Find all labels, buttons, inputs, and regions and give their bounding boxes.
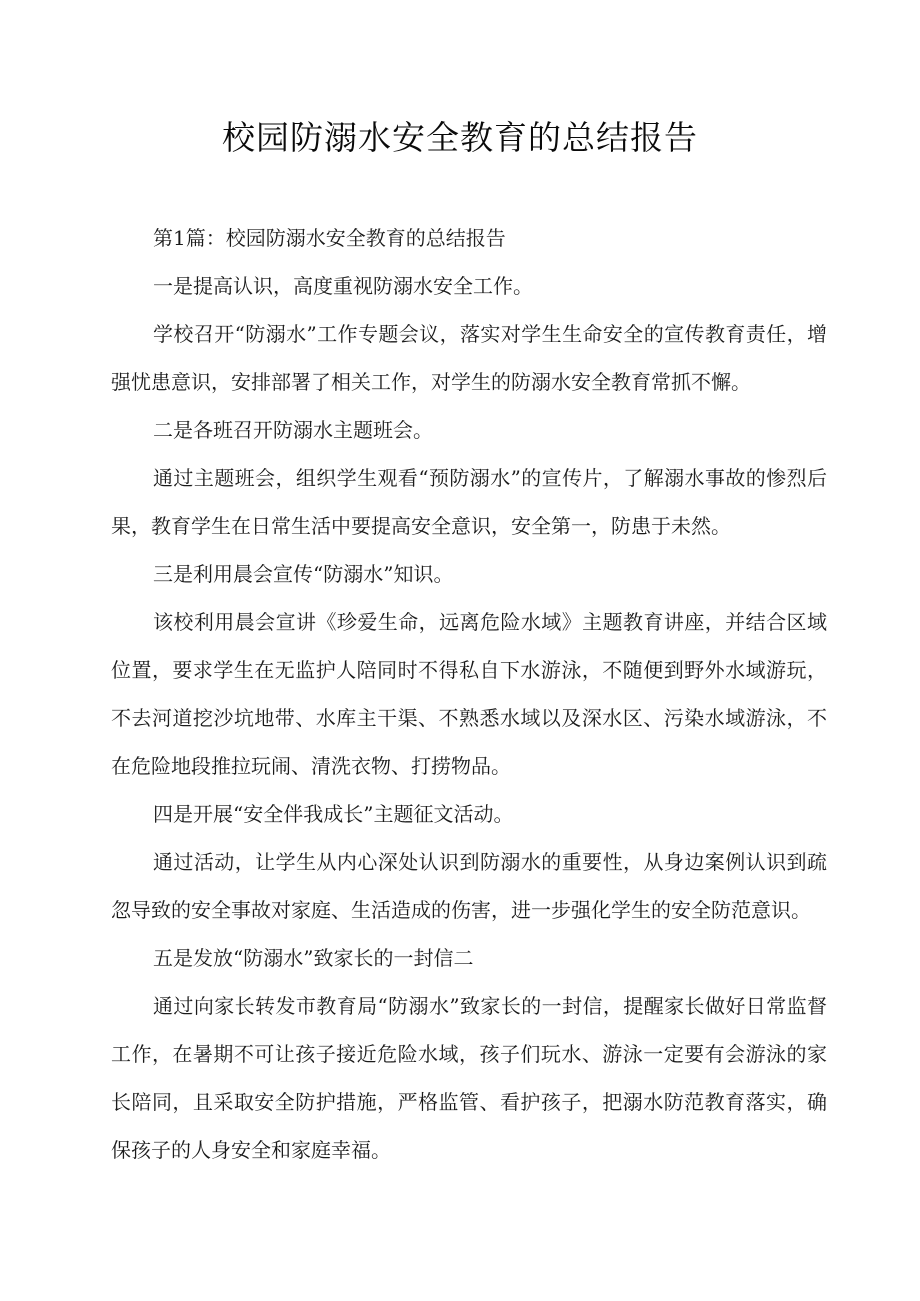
paragraph-3: 该校利用晨会宣讲《珍爱生命，远离危险水域》主题教育讲座，并结合区域位置，要求学生在无监护人陪同时不得私自下水游泳，不随便到野外水域游玩，不去河道挖沙坑地带、水库主干渠、不熟悉水域以及深水区、污染水域游泳，不在危险地段推拉玩闹、清洗衣物、打捞物品。	[111, 610, 827, 778]
chapter-heading: 第1篇：校园防溺水安全教育的总结报告	[153, 226, 506, 250]
section-heading-1: 一是提高认识，高度重视防溺水安全工作。	[153, 274, 533, 298]
paragraph-2: 通过主题班会，组织学生观看“预防溺水”的宣传片，了解溺水事故的惨烈后果，教育学生在日常生活中要提高安全意识，安全第一，防患于未然。	[111, 466, 827, 538]
paragraph-1: 学校召开“防溺水”工作专题会议，落实对学生生命安全的宣传教育责任，增强忧患意识，安排部署了相关工作，对学生的防溺水安全教育常抓不懈。	[111, 322, 827, 394]
paragraph-5: 通过向家长转发市教育局“防溺水”致家长的一封信，提醒家长做好日常监督工作，在暑期不可让孩子接近危险水域，孩子们玩水、游泳一定要有会游泳的家长陪同，且采取安全防护措施，严格监管、看护孩子，把溺水防范教育落实，确保孩子的人身安全和家庭幸福。	[111, 994, 827, 1162]
section-heading-3: 三是利用晨会宣传“防溺水”知识。	[153, 562, 454, 586]
section-heading-5: 五是发放“防溺水”致家长的一封信二	[153, 946, 474, 970]
document-body	[111, 214, 827, 1174]
document-title: 校园防溺水安全教育的总结报告	[222, 118, 698, 157]
paragraph-4: 通过活动，让学生从内心深处认识到防溺水的重要性，从身边案例认识到疏忽导致的安全事故对家庭、生活造成的伤害，进一步强化学生的安全防范意识。	[111, 850, 827, 922]
section-heading-4: 四是开展“安全伴我成长”主题征文活动。	[153, 802, 514, 826]
section-heading-2: 二是各班召开防溺水主题班会。	[153, 418, 433, 442]
